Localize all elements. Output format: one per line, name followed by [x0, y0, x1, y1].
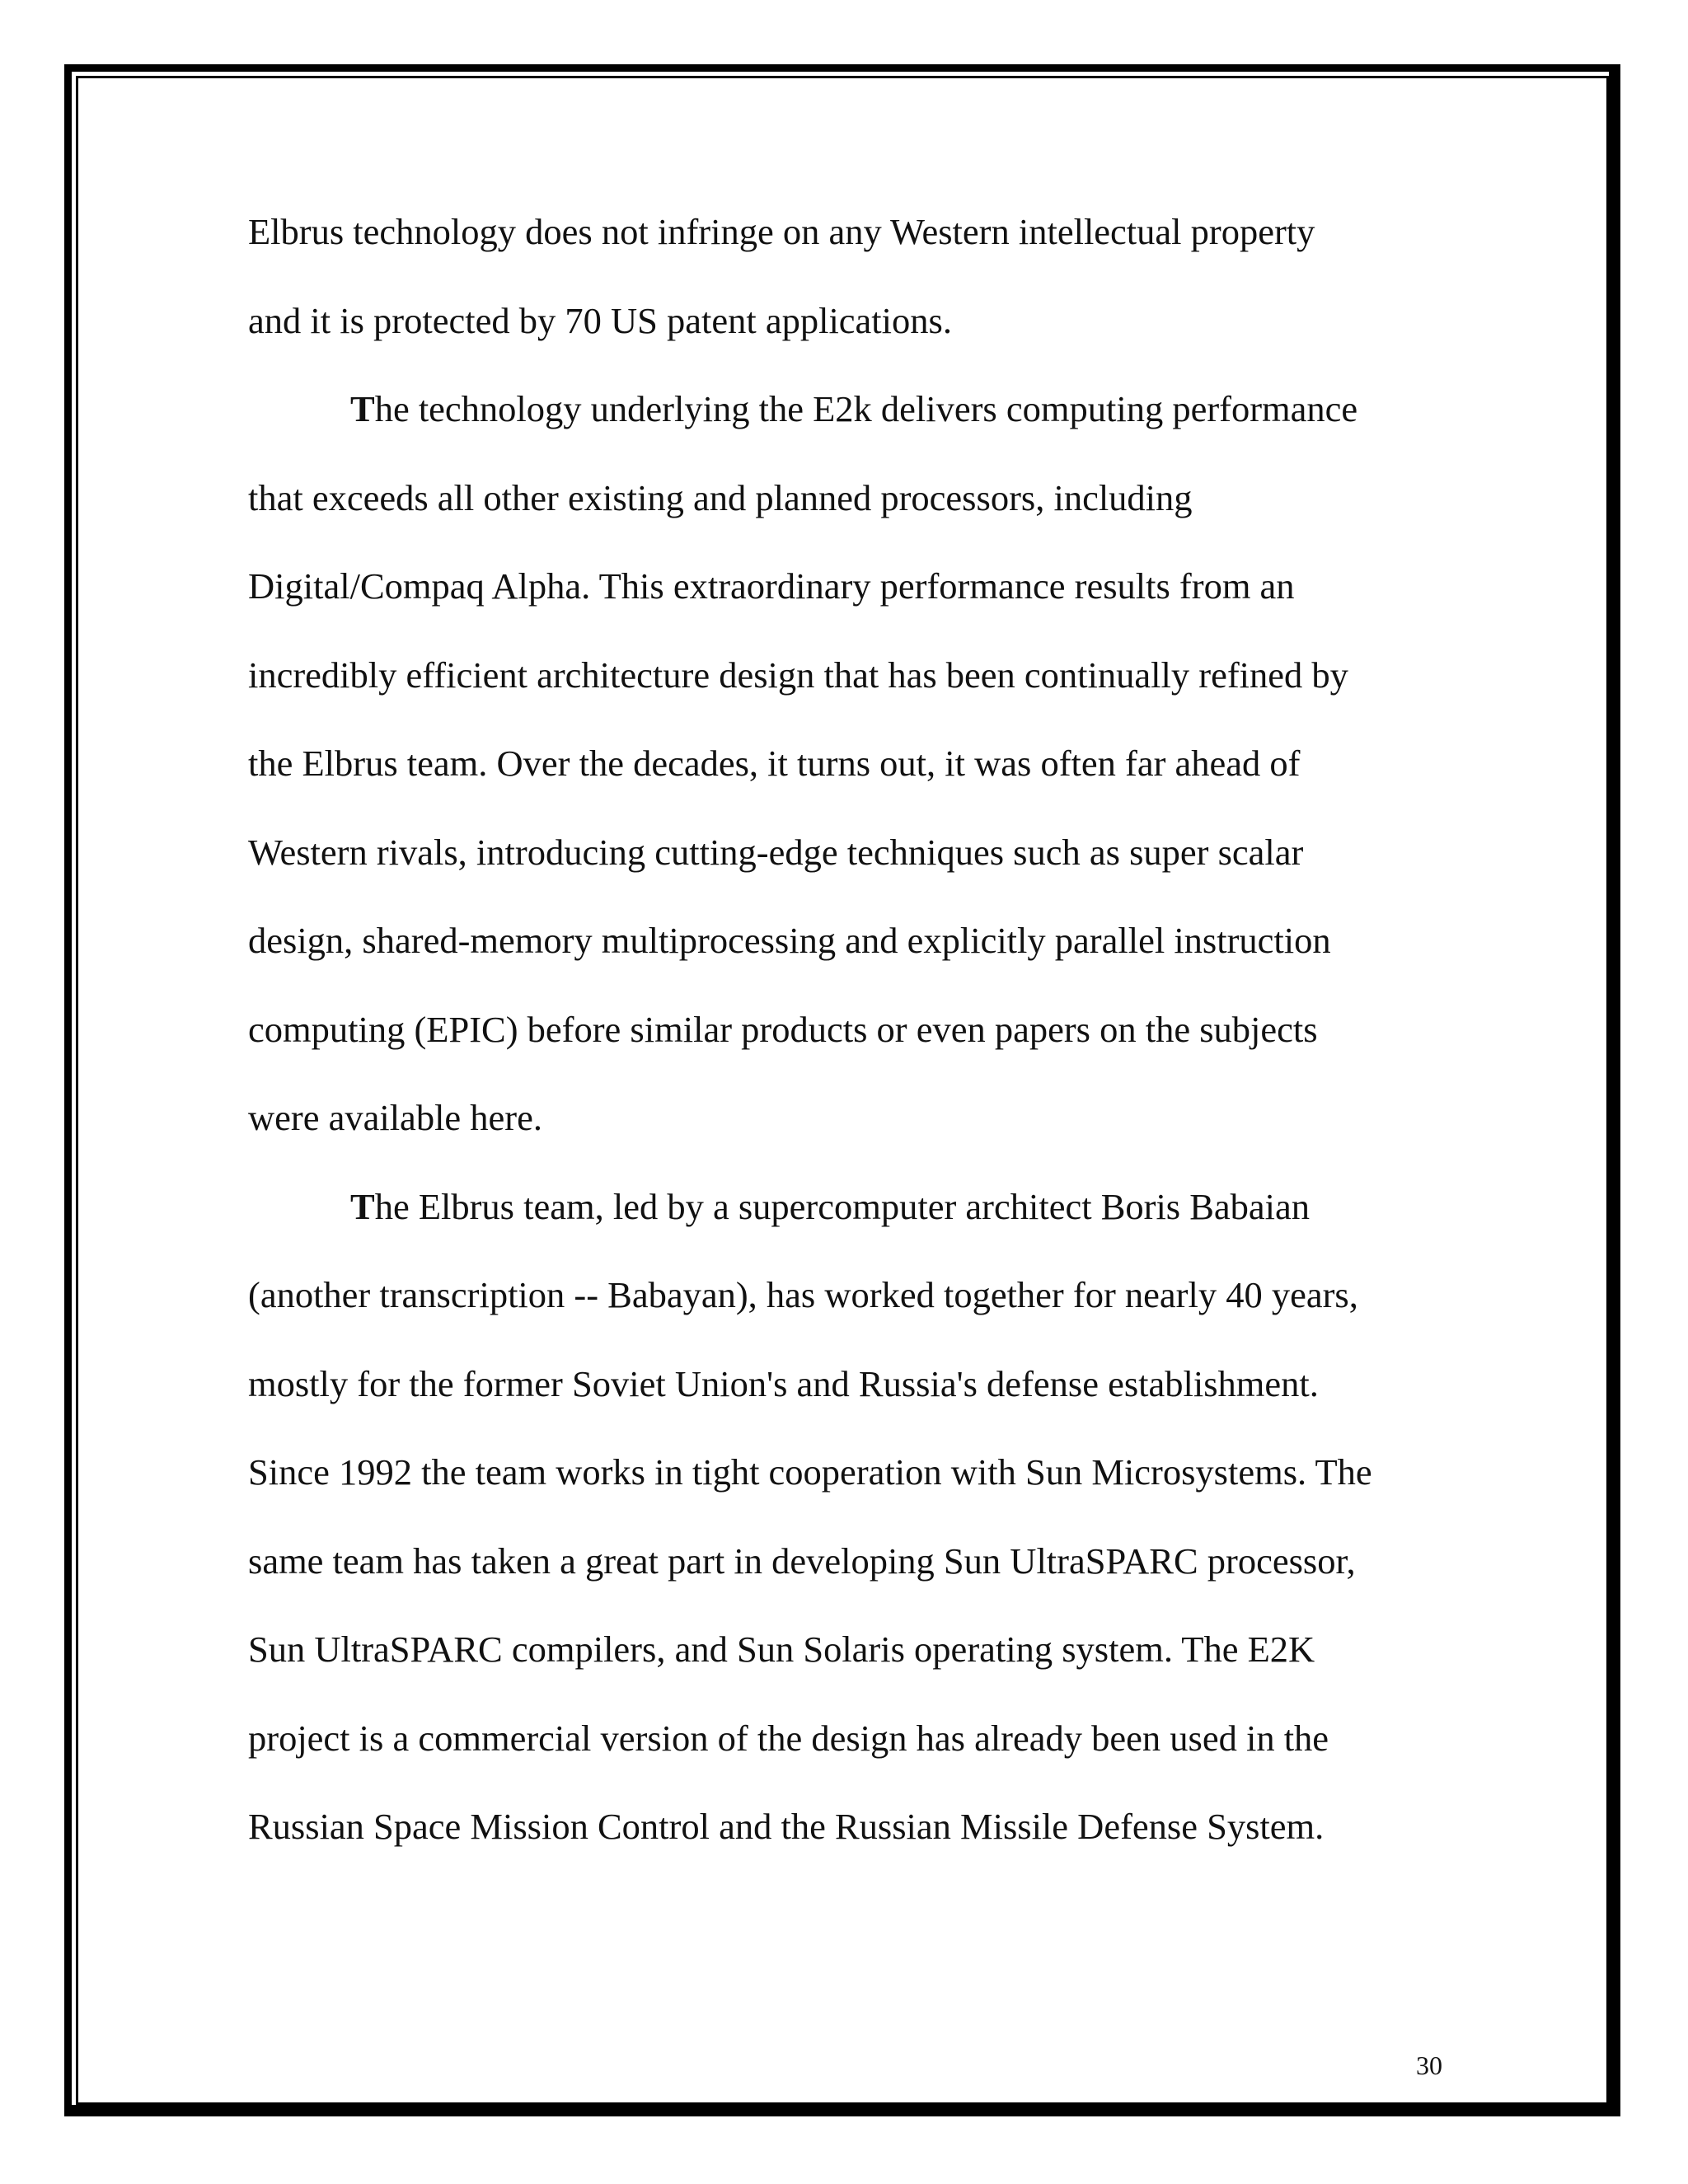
- text-line: incredibly efficient architecture design that has been continually refined by: [248, 654, 1348, 696]
- text-line: and it is protected by 70 US patent applications.: [248, 299, 952, 341]
- paragraph-initial: T: [350, 388, 375, 429]
- text-line: were available here.: [248, 1097, 542, 1138]
- text-line: [248, 365, 1439, 454]
- text-line: computing (EPIC) before similar products or even papers on the subjects: [248, 1008, 1318, 1050]
- page-border-shadow-bottom: [64, 2105, 1620, 2109]
- text-line: (another transcription -- Babayan), has worked together for nearly 40 years,: [248, 1274, 1358, 1315]
- text-line-rest: he technology underlying the E2k delivers computing performance: [374, 388, 1358, 429]
- text-line: Western rivals, introducing cutting-edge techniques such as super scalar: [248, 831, 1304, 873]
- text-line-rest: he Elbrus team, led by a supercomputer architect Boris Babaian: [374, 1185, 1311, 1227]
- text-line: the Elbrus team. Over the decades, it turns out, it was often far ahead of: [248, 743, 1301, 784]
- page-border-shadow-right: [1609, 64, 1613, 2116]
- body-text: [248, 188, 1439, 1872]
- paragraph-initial: T: [350, 1185, 375, 1227]
- page-number: 30: [1416, 2050, 1442, 2080]
- text-line: Elbrus technology does not infringe on any Western intellectual property: [248, 211, 1315, 252]
- text-line: that exceeds all other existing and planned processors, including: [248, 476, 1193, 518]
- text-line: same team has taken a great part in developing Sun UltraSPARC processor,: [248, 1540, 1356, 1582]
- text-line: Since 1992 the team works in tight cooperation with Sun Microsystems. The: [248, 1451, 1372, 1493]
- text-line: Sun UltraSPARC compilers, and Sun Solaris operating system. The E2K: [248, 1629, 1315, 1670]
- text-line: design, shared-memory multiprocessing and explicitly parallel instruction: [248, 920, 1331, 961]
- text-line: mostly for the former Soviet Union's and Russia's defense establishment.: [248, 1362, 1319, 1404]
- text-line: project is a commercial version of the design has already been used in the: [248, 1717, 1329, 1759]
- text-line: Russian Space Mission Control and the Russian Missile Defense System.: [248, 1806, 1325, 1847]
- text-line: [248, 1163, 1439, 1252]
- text-line: Digital/Compaq Alpha. This extraordinary performance results from an: [248, 565, 1295, 607]
